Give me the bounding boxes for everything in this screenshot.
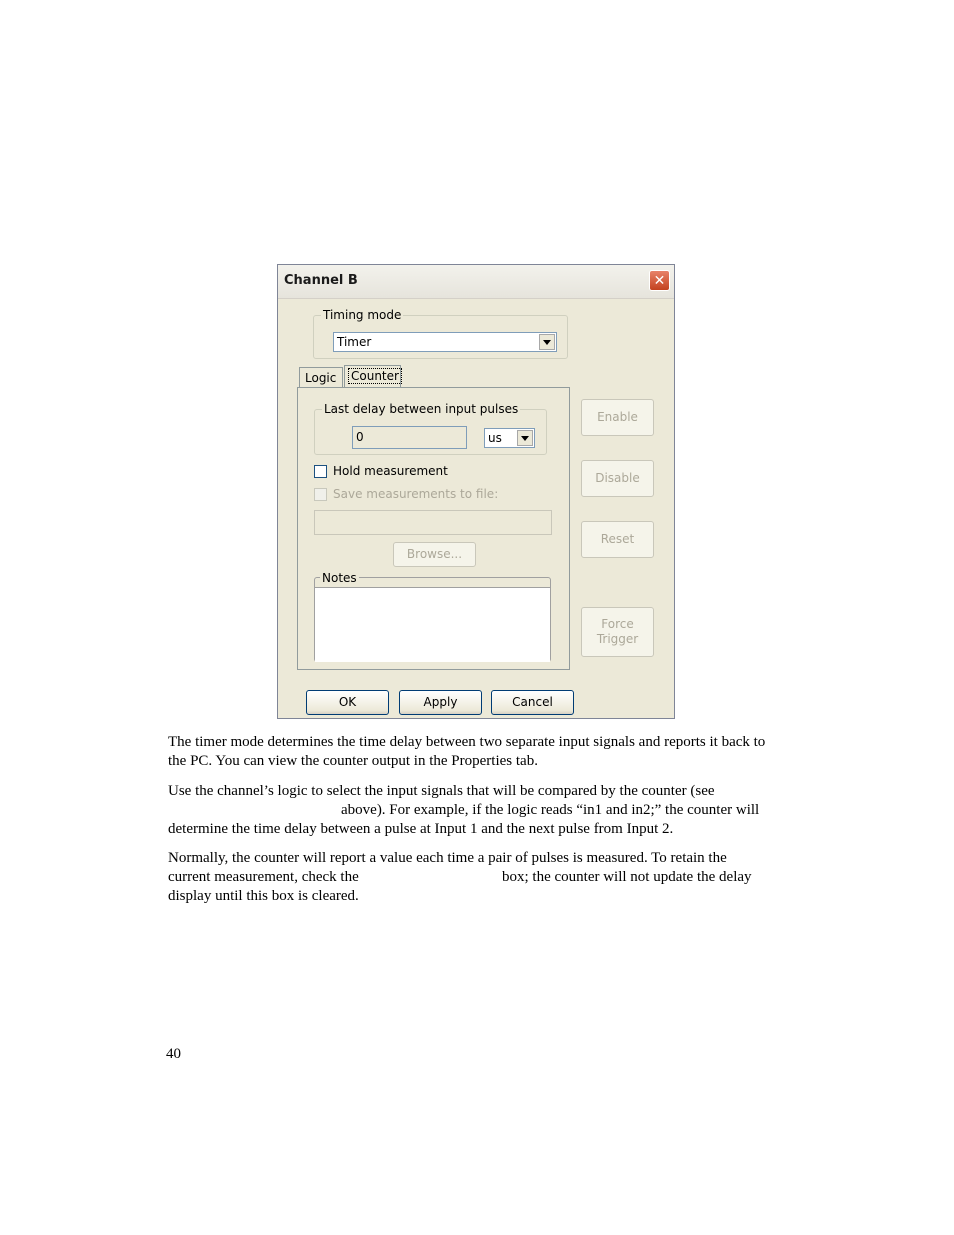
chevron-down-icon[interactable] — [517, 430, 533, 446]
close-icon[interactable]: ✕ — [649, 270, 670, 291]
title-bar — [278, 265, 674, 299]
disable-button[interactable]: Disable — [581, 460, 654, 497]
cancel-button[interactable]: Cancel — [491, 690, 574, 715]
timing-mode-group — [313, 308, 568, 359]
last-delay-label: Last delay between input pulses — [324, 402, 519, 416]
tab-counter-label: Counter — [348, 368, 402, 384]
delay-unit-value: us — [488, 431, 502, 445]
notes-label: Notes — [322, 571, 357, 585]
last-delay-value-field — [352, 426, 467, 449]
paragraph-hold-line2 — [168, 868, 780, 887]
save-measurements-checkbox[interactable] — [314, 488, 327, 501]
delay-unit-select[interactable] — [484, 428, 535, 448]
paragraph-hold-line3: display until this box is cleared. — [168, 888, 359, 904]
paragraph-hold-measurement — [168, 849, 780, 906]
paragraph-channel-logic — [168, 782, 780, 839]
paragraph-channel-logic-line2: above). For example, if the logic reads “in1 and in2;” the counter will — [341, 802, 760, 818]
hold-measurement-checkbox[interactable] — [314, 465, 327, 478]
paragraph-hold-line2b: box; the counter will not update the delay — [502, 869, 752, 885]
last-delay-group — [314, 402, 547, 455]
chevron-down-icon[interactable] — [539, 334, 555, 350]
browse-button[interactable]: Browse... — [393, 542, 476, 567]
timing-mode-label: Timing mode — [323, 308, 402, 322]
tab-logic[interactable] — [299, 367, 343, 388]
reset-button[interactable]: Reset — [581, 521, 654, 558]
notes-textarea[interactable] — [315, 587, 550, 662]
save-measurements-label: Save measurements to file: — [333, 487, 499, 501]
notes-group — [314, 571, 551, 662]
force-trigger-button[interactable]: Force Trigger — [581, 607, 654, 657]
tab-counter[interactable] — [344, 365, 401, 388]
paragraph-hold-line1: Normally, the counter will report a value each time a pair of pulses is measured. To retain the — [168, 850, 727, 866]
apply-button[interactable]: Apply — [399, 690, 482, 715]
ok-button[interactable]: OK — [306, 690, 389, 715]
timing-mode-select[interactable] — [333, 332, 557, 352]
save-file-path-field[interactable] — [314, 510, 552, 535]
last-delay-value: 0 — [356, 430, 364, 444]
enable-button[interactable]: Enable — [581, 399, 654, 436]
paragraph-channel-logic-line1: Use the channel’s logic to select the input signals that will be compared by the counter (see — [168, 783, 715, 799]
page-number: 40 — [166, 1046, 181, 1062]
hold-measurement-label: Hold measurement — [333, 464, 448, 478]
dialog-title: Channel B — [284, 273, 358, 288]
paragraph-channel-logic-line3: determine the time delay between a pulse at Input 1 and the next pulse from Input 2. — [168, 821, 674, 837]
timing-mode-value: Timer — [337, 335, 372, 349]
tab-logic-label: Logic — [305, 371, 337, 385]
paragraph-timer-mode: The timer mode determines the time delay between two separate input signals and reports it back to the PC. You can view the counter output in the Properties tab. — [168, 734, 766, 769]
paragraph-hold-line2a: current measurement, check the — [168, 869, 359, 885]
counter-tab-panel — [297, 387, 570, 670]
